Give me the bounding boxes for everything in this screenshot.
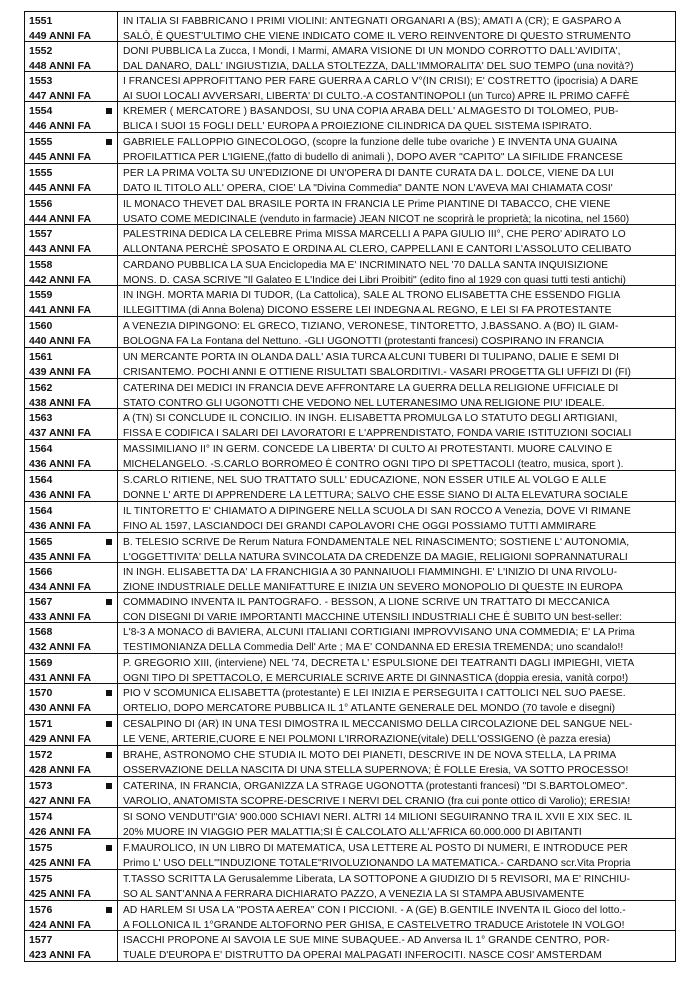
chronology-row — [25, 870, 675, 901]
highlight-marker-icon — [106, 690, 112, 696]
event-text-line: PIO V SCOMUNICA ELISABETTA (protestante) E LEI INIZIA E PERSEGUITA I CATTOLICI NEL SUO PAESE. — [123, 688, 626, 699]
year-cell — [25, 593, 118, 622]
years-ago-label: 425 ANNI FA — [29, 888, 92, 900]
year-cell — [25, 839, 118, 869]
year-label: 1576 — [29, 904, 53, 916]
highlight-marker-icon — [106, 108, 112, 114]
year-cell — [25, 42, 118, 71]
event-description — [118, 931, 675, 961]
chronology-row — [25, 72, 675, 102]
event-text-line: MONS. D. CASA SCRIVE "Il Galateo E L'Indice dei Libri Proibiti" (edito fino al 1929 con quasi tutti testi antichi) — [123, 275, 626, 285]
year-cell — [25, 409, 118, 439]
event-text-line: B. TELESIO SCRIVE De Rerum Natura FONDAMENTALE NEL RINASCIMENTO; SOSTIENE L' AUTONOMIA, — [123, 537, 630, 548]
highlight-marker-icon — [106, 907, 112, 913]
event-description — [118, 286, 675, 316]
chronology-row — [25, 901, 675, 931]
event-text-line: A FOLLONICA IL 1°GRANDE ALTOFORNO PER GHISA, E CASTELVETRO TRADUCE Aristotele IN VOLGO! — [123, 920, 625, 930]
event-text-line: F.MAUROLICO, IN UN LIBRO DI MATEMATICA, USA LETTERE AL POSTO DI NUMERI, E INTRODUCE PER — [123, 843, 628, 854]
year-cell — [25, 256, 118, 285]
year-label: 1560 — [29, 320, 53, 332]
years-ago-label: 446 ANNI FA — [29, 120, 92, 132]
event-description — [118, 256, 675, 285]
event-text-line: A VENEZIA DIPINGONO: EL GRECO, TIZIANO, VERONESE, TINTORETTO, J.BASSANO. A (BO) IL GIAM- — [123, 321, 619, 332]
event-text-line: I FRANCESI APPROFITTANO PER FARE GUERRA A CARLO V°(IN CRISI); E' COSTRETTO (ipocrisia) A DARE — [123, 76, 639, 87]
event-text-line: PER LA PRIMA VOLTA SU UN'EDIZIONE DI UN'OPERA DI DANTE CURATA DA L. DOLCE, VIENE DA LUI — [123, 168, 614, 179]
event-text-line: T.TASSO SCRITTA LA Gerusalemme Liberata, LA SOTTOPONE A GIUDIZIO DI 5 REVISORI, MA E' RINCHIU- — [123, 874, 631, 885]
years-ago-label: 427 ANNI FA — [29, 795, 92, 807]
years-ago-label: 428 ANNI FA — [29, 764, 92, 776]
chronology-row — [25, 839, 675, 870]
years-ago-label: 444 ANNI FA — [29, 213, 92, 225]
event-text-line: IL TINTORETTO E' CHIAMATO A DIPINGERE NELLA SCUOLA DI SAN ROCCO A Venezia, DOVE VI RIMANE — [123, 506, 631, 517]
event-text-line: AD HARLEM SI USA LA "POSTA AEREA" CON I PICCIONI. - A (GE) B.GENTILE INVENTA IL Gioco del lotto.- — [123, 905, 626, 916]
year-cell — [25, 379, 118, 408]
year-cell — [25, 623, 118, 653]
event-description — [118, 348, 675, 378]
year-label: 1556 — [29, 198, 53, 210]
event-description — [118, 72, 675, 101]
chronology-row — [25, 195, 675, 225]
year-label: 1564 — [29, 505, 53, 517]
year-cell — [25, 746, 118, 776]
event-text-line: OGNI TIPO DI SPETTACOLO, E MERCURIALE SCRIVE ARTE DI GINNASTICA (doppia eresia, vanità corpo!) — [123, 673, 629, 683]
event-text-line: BRAHE, ASTRONOMO CHE STUDIA IL MOTO DEI PIANETI, DESCRIVE IN DE NOVA STELLA, LA PRIMA — [123, 750, 617, 761]
event-text-line: PALESTRINA DEDICA LA CELEBRE Prima MISSA MARCELLI A PAPA GIULIO III°, CHE PERO' ADIRATO LO — [123, 229, 626, 240]
year-label: 1574 — [29, 811, 53, 823]
chronology-row — [25, 379, 675, 409]
event-description — [118, 440, 675, 470]
event-description — [118, 777, 675, 807]
year-cell — [25, 133, 118, 163]
event-description — [118, 195, 675, 224]
event-description — [118, 379, 675, 408]
event-text-line: KREMER ( MERCATORE ) BASANDOSI, SU UNA COPIA ARABA DELL' ALMAGESTO DI TOLOMEO, PUB- — [123, 106, 619, 117]
event-text-line: CARDANO PUBBLICA LA SUA Enciclopedia MA E' INCRIMINATO NEL '70 DALLA SANTA INQUISIZIONE — [123, 260, 609, 271]
event-description — [118, 654, 675, 683]
highlight-marker-icon — [106, 845, 112, 851]
event-text-line: SI SONO VENDUTI"GIA' 900.000 SCHIAVI NERI. ALTRI 14 MILIONI SEGUIRANNO TRA IL XVII E XIX SEC. IL — [123, 812, 633, 823]
event-text-line: GABRIELE FALLOPPIO GINECOLOGO, (scopre la funzione delle tube ovariche ) E INVENTA UNA GUAINA — [123, 137, 618, 148]
chronology-row — [25, 684, 675, 715]
years-ago-label: 441 ANNI FA — [29, 304, 92, 316]
event-text-line: BOLOGNA FA La Fontana del Nettuno. -GLI UGONOTTI (protestanti francesi) COSPIRANO IN FRANCIA — [123, 336, 604, 347]
event-text-line: COMMADINO INVENTA IL PANTOGRAFO. - BESSON, A LIONE SCRIVE UN TRATTATO DI MECCANICA — [123, 597, 610, 608]
years-ago-label: 430 ANNI FA — [29, 702, 92, 714]
year-label: 1569 — [29, 657, 53, 669]
year-label: 1565 — [29, 536, 53, 548]
year-cell — [25, 563, 118, 592]
event-description — [118, 533, 675, 562]
highlight-marker-icon — [106, 139, 112, 145]
chronology-row — [25, 533, 675, 563]
event-text-line: IN ITALIA SI FABBRICANO I PRIMI VIOLINI: ANTEGNATI ORGANARI A (BS); AMATI A (CR); E GASPARO A — [123, 16, 622, 27]
event-description — [118, 808, 675, 838]
event-description — [118, 870, 675, 900]
year-cell — [25, 808, 118, 838]
year-cell — [25, 164, 118, 194]
event-text-line: CESALPINO DI (AR) IN UNA TESI DIMOSTRA IL MECCANISMO DELLA CIRCOLAZIONE DEL SANGUE NEL- — [123, 719, 633, 730]
event-description — [118, 839, 675, 869]
chronology-row — [25, 746, 675, 777]
year-label: 1553 — [29, 75, 53, 87]
year-label: 1575 — [29, 873, 53, 885]
chronology-row — [25, 102, 675, 133]
event-text-line: 20% MUORE IN VIAGGIO PER MALATTIA;SI È CALCOLATO ALL'AFRICA 60.000.000 DI ABITANTI — [123, 827, 582, 838]
event-text-line: CON DISEGNI DI VARIE IMPORTANTI MACCHINE UTENSILI INDUSTRIALI CHE È SUBITO UN best-seller: — [123, 612, 623, 622]
years-ago-label: 425 ANNI FA — [29, 857, 92, 869]
event-description — [118, 563, 675, 592]
event-text-line: IL MONACO THEVET DAL BRASILE PORTA IN FRANCIA LE Prime PIANTINE DI TABACCO, CHE VIENE — [123, 199, 611, 210]
year-cell — [25, 684, 118, 714]
event-description — [118, 746, 675, 776]
event-text-line: IN INGH. MORTA MARIA DI TUDOR, (La Cattolica), SALE AL TRONO ELISABETTA CHE ESSENDO FIGLIA — [123, 290, 621, 301]
year-label: 1559 — [29, 289, 53, 301]
chronology-row — [25, 133, 675, 164]
chronology-row — [25, 777, 675, 808]
event-description — [118, 102, 675, 132]
years-ago-label: 437 ANNI FA — [29, 427, 92, 439]
event-description — [118, 593, 675, 622]
year-cell — [25, 348, 118, 378]
event-text-line: Primo L' USO DELL'"INDUZIONE TOTALE"RIVOLUZIONANDO LA MATEMATICA.- CARDANO scr.Vita Propria — [123, 858, 631, 869]
highlight-marker-icon — [106, 539, 112, 545]
chronology-table — [24, 11, 676, 962]
chronology-row — [25, 471, 675, 502]
year-label: 1573 — [29, 780, 53, 792]
years-ago-label: 436 ANNI FA — [29, 520, 92, 532]
years-ago-label: 426 ANNI FA — [29, 826, 92, 838]
chronology-row — [25, 623, 675, 654]
years-ago-label: 423 ANNI FA — [29, 949, 92, 961]
years-ago-label: 431 ANNI FA — [29, 672, 92, 684]
year-cell — [25, 102, 118, 132]
event-text-line: ORTELIO, DOPO MERCATORE PUBBLICA IL 1° ATLANTE GENERALE DEL MONDO (70 tavole e disegni) — [123, 703, 616, 714]
year-cell — [25, 12, 118, 41]
event-text-line: STATO CONTRO GLI UGONOTTI CHE VEDONO NEL LUTERANESIMO UNA RELIGIONE PIU' IDEALE. — [123, 398, 605, 408]
event-text-line: FINO AL 1597, LASCIANDOCI DEI GRANDI CAPOLAVORI CHE OGGI POSSIAMO TUTTI AMMIRARE — [123, 521, 597, 532]
years-ago-label: 429 ANNI FA — [29, 733, 92, 745]
highlight-marker-icon — [106, 752, 112, 758]
year-cell — [25, 931, 118, 961]
year-label: 1558 — [29, 259, 53, 271]
years-ago-label: 436 ANNI FA — [29, 489, 92, 501]
event-description — [118, 12, 675, 41]
event-text-line: DAL DANARO, DALL' INGIUSTIZIA, DALLA STOLTEZZA, DALL'IMMORALITA' DEL SUO TEMPO (una novità?) — [123, 61, 634, 71]
years-ago-label: 438 ANNI FA — [29, 397, 92, 409]
event-description — [118, 471, 675, 501]
event-text-line: DONI PUBBLICA La Zucca, I Mondi, I Marmi, AMARA VISIONE DI UN MONDO CORROTTO DALL'AVIDITA', — [123, 46, 621, 57]
year-label: 1561 — [29, 351, 53, 363]
years-ago-label: 443 ANNI FA — [29, 243, 92, 255]
event-text-line: L'OGGETTIVITA' DELLA NATURA SVINCOLATA DA CREDENZE DA MAGIE, RELIGIONI SOPRANNATURALI — [123, 552, 628, 562]
year-label: 1564 — [29, 474, 53, 486]
chronology-row — [25, 808, 675, 839]
years-ago-label: 447 ANNI FA — [29, 90, 92, 102]
event-text-line: IN INGH. ELISABETTA DA' LA FRANCHIGIA A 30 PANNAIUOLI FIAMMINGHI. E' L'INIZIO DI UNA RIVOLU- — [123, 567, 618, 578]
year-cell — [25, 225, 118, 255]
year-label: 1555 — [29, 136, 53, 148]
event-text-line: TUALE D'EUROPA E' DISTRUTTO DA OPERAI MALPAGATI INFEROCITI. NASCE COSI' AMSTERDAM — [123, 950, 602, 961]
year-label: 1566 — [29, 566, 53, 578]
year-label: 1551 — [29, 15, 53, 27]
year-label: 1563 — [29, 412, 53, 424]
years-ago-label: 445 ANNI FA — [29, 182, 92, 194]
event-text-line: LE VENE, ARTERIE,CUORE E NEI POLMONI L'IRRORAZIONE(vitale) DELL'OSSIGENO (è pazza eresia) — [123, 734, 611, 745]
event-text-line: CATERINA, IN FRANCIA, ORGANIZZA LA STRAGE UGONOTTA (protestanti francesi) "DI S.BARTOLOMEO". — [123, 781, 628, 792]
event-text-line: OSSERVAZIONE DELLA NASCITA DI UNA STELLA SUPERNOVA; È FOLLE Eresia, VA SOTTO PROCESSO! — [123, 765, 629, 776]
chronology-row — [25, 654, 675, 684]
event-description — [118, 164, 675, 194]
event-text-line: VAROLIO, ANATOMISTA SCOPRE-DESCRIVE I NERVI DEL CRANIO (fra cui ponte ottico di Varolio); ERESIA! — [123, 796, 631, 807]
event-description — [118, 409, 675, 439]
year-cell — [25, 777, 118, 807]
event-text-line: USATO COME MEDICINALE (venduto in farmacie) JEAN NICOT ne scoprirà le proprietà; la nicotina, nel 1560) — [123, 214, 630, 224]
event-text-line: SALÒ, È QUEST'ULTIMO CHE VIENE INDICATO COME IL VERO REINVENTORE DI QUESTO STRUMENTO — [123, 31, 631, 41]
chronology-row — [25, 931, 675, 961]
highlight-marker-icon — [106, 721, 112, 727]
chronology-row — [25, 440, 675, 471]
chronology-row — [25, 593, 675, 623]
chronology-row — [25, 256, 675, 286]
years-ago-label: 432 ANNI FA — [29, 641, 92, 653]
chronology-row — [25, 12, 675, 42]
years-ago-label: 448 ANNI FA — [29, 60, 92, 72]
event-description — [118, 42, 675, 71]
year-label: 1575 — [29, 842, 53, 854]
year-cell — [25, 317, 118, 347]
event-text-line: A (TN) SI CONCLUDE IL CONCILIO. IN INGH. ELISABETTA PROMULGA LO STATUTO DEGLI ARTIGIANI, — [123, 413, 618, 424]
highlight-marker-icon — [106, 783, 112, 789]
event-text-line: ILLEGITTIMA (di Anna Bolena) DICONO ESSERE LEI INDEGNA AL REGNO, E LEI SI FA PROTESTANTE — [123, 305, 612, 316]
year-label: 1552 — [29, 45, 53, 57]
chronology-row — [25, 563, 675, 593]
event-description — [118, 901, 675, 930]
year-cell — [25, 195, 118, 224]
year-label: 1570 — [29, 687, 53, 699]
chronology-row — [25, 348, 675, 379]
event-text-line: AI SUOI LOCALI AVVERSARI, LIBERTA' DI CULTO.-A COSTANTINOPOLI (un Turco) APRE IL PRIMO CAFFÈ — [123, 91, 630, 101]
event-text-line: CATERINA DEI MEDICI IN FRANCIA DEVE AFFRONTARE LA GUERRA DELLA RELIGIONE UFFICIALE DI — [123, 383, 619, 394]
year-cell — [25, 533, 118, 562]
year-label: 1568 — [29, 626, 53, 638]
highlight-marker-icon — [106, 599, 112, 605]
years-ago-label: 449 ANNI FA — [29, 30, 92, 42]
event-text-line: MASSIMILIANO II° IN GERM. CONCEDE LA LIBERTA' DI CULTO AI PROTESTANTI. MUORE CALVINO E — [123, 444, 613, 455]
event-text-line: ZIONE INDUSTRIALE DELLE MANIFATTURE E INIZIA UN SEVERO MONOPOLIO DI QUESTE IN EUROPA — [123, 582, 623, 592]
event-text-line: CRISANTEMO. POCHI ANNI E OTTIENE RISULTATI SBALORDITIVI.- VASARI PROGETTA GLI UFFIZI DI (FI) — [123, 367, 631, 378]
years-ago-label: 436 ANNI FA — [29, 458, 92, 470]
event-text-line: FISSA E CODIFICA I SALARI DEI LAVORATORI E L'APPRENDISTATO, FONDA VARIE ISTITUZIONI SOCIALI — [123, 428, 632, 439]
year-label: 1577 — [29, 934, 53, 946]
years-ago-label: 433 ANNI FA — [29, 611, 92, 623]
event-description — [118, 715, 675, 745]
year-cell — [25, 471, 118, 501]
chronology-row — [25, 409, 675, 440]
year-cell — [25, 440, 118, 470]
chronology-row — [25, 317, 675, 348]
event-text-line: PROFILATTICA PER L'IGIENE,(fatto di budello di animali ), DOPO AVER "CAPITO" LA SIFILIDE FRANCESE — [123, 152, 623, 163]
event-text-line: S.CARLO RITIENE, NEL SUO TRATTATO SULL' EDUCAZIONE, NON ESSER UTILE AL VOLGO E ALLE — [123, 475, 607, 486]
chronology-row — [25, 502, 675, 533]
event-text-line: L'8-3 A MONACO di BAVIERA, ALCUNI ITALIANI CORTIGIANI IMPROVVISANO UNA COMMEDIA; E' LA Prima — [123, 627, 635, 638]
year-label: 1567 — [29, 596, 53, 608]
years-ago-label: 440 ANNI FA — [29, 335, 92, 347]
event-description — [118, 133, 675, 163]
event-description — [118, 623, 675, 653]
chronology-row — [25, 225, 675, 256]
year-label: 1564 — [29, 443, 53, 455]
event-description — [118, 684, 675, 714]
event-text-line: DATO IL TITOLO ALL' OPERA, CIOE' LA "Divina Commedia" DANTE NON L'AVEVA MAI CHIAMATA COSI' — [123, 183, 613, 194]
event-text-line: SO AL SANT'ANNA A FERRARA DICHIARATO PAZZO, A VENEZIA LA SI STAMPA ABUSIVAMENTE — [123, 889, 585, 900]
chronology-row — [25, 164, 675, 195]
event-text-line: BLICA I SUOI 15 FOGLI DELL' EUROPA A PROIEZIONE CILINDRICA DA QUEL SISTEMA ISPIRATO. — [123, 121, 592, 132]
event-text-line: P. GREGORIO XIII, (interviene) NEL '74, DECRETA L' ESPULSIONE DEI TEATRANTI DAGLI IMPIEGHI, VIETA — [123, 658, 635, 669]
year-label: 1571 — [29, 718, 53, 730]
years-ago-label: 445 ANNI FA — [29, 151, 92, 163]
chronology-row — [25, 715, 675, 746]
event-text-line: TESTIMONIANZA DELLA Commedia Dell' Arte ; MA E' CONDANNA ED ERESIA TREMENDA; uno scandalo!! — [123, 642, 624, 653]
year-label: 1557 — [29, 228, 53, 240]
event-description — [118, 317, 675, 347]
chronology-row — [25, 42, 675, 72]
event-text-line: UN MERCANTE PORTA IN OLANDA DALL' ASIA TURCA ALCUNI TUBERI DI TULIPANO, DALIE E SEMI DI — [123, 352, 619, 363]
year-cell — [25, 286, 118, 316]
year-cell — [25, 72, 118, 101]
chronology-row — [25, 286, 675, 317]
years-ago-label: 424 ANNI FA — [29, 919, 92, 931]
year-label: 1554 — [29, 105, 53, 117]
year-cell — [25, 901, 118, 930]
year-label: 1572 — [29, 749, 53, 761]
event-description — [118, 225, 675, 255]
years-ago-label: 435 ANNI FA — [29, 551, 92, 563]
event-text-line: MICHELANGELO. -S.CARLO BORROMEO È CONTRO OGNI TIPO DI SPETTACOLI (teatro, musica, sport ). — [123, 459, 624, 470]
year-label: 1562 — [29, 382, 53, 394]
years-ago-label: 439 ANNI FA — [29, 366, 92, 378]
event-text-line: ALLONTANA PERCHÈ SPOSATO E ORDINA AL CLERO, CAPPELLANI E CANTORI L'ASSOLUTO CELIBATO — [123, 244, 632, 255]
event-text-line: ISACCHI PROPONE AI SAVOIA LE SUE MINE SUBAQUEE.- AD Anversa IL 1° GRANDE CENTRO, POR- — [123, 935, 610, 946]
event-description — [118, 502, 675, 532]
event-text-line: DONNE L' ARTE DI APPRENDERE LA LETTURA; SALVO CHE ESSE SIANO DI ALTA ELEVATURA SOCIALE — [123, 490, 629, 501]
years-ago-label: 434 ANNI FA — [29, 581, 92, 593]
year-label: 1555 — [29, 167, 53, 179]
years-ago-label: 442 ANNI FA — [29, 274, 92, 286]
year-cell — [25, 870, 118, 900]
year-cell — [25, 502, 118, 532]
year-cell — [25, 654, 118, 683]
year-cell — [25, 715, 118, 745]
